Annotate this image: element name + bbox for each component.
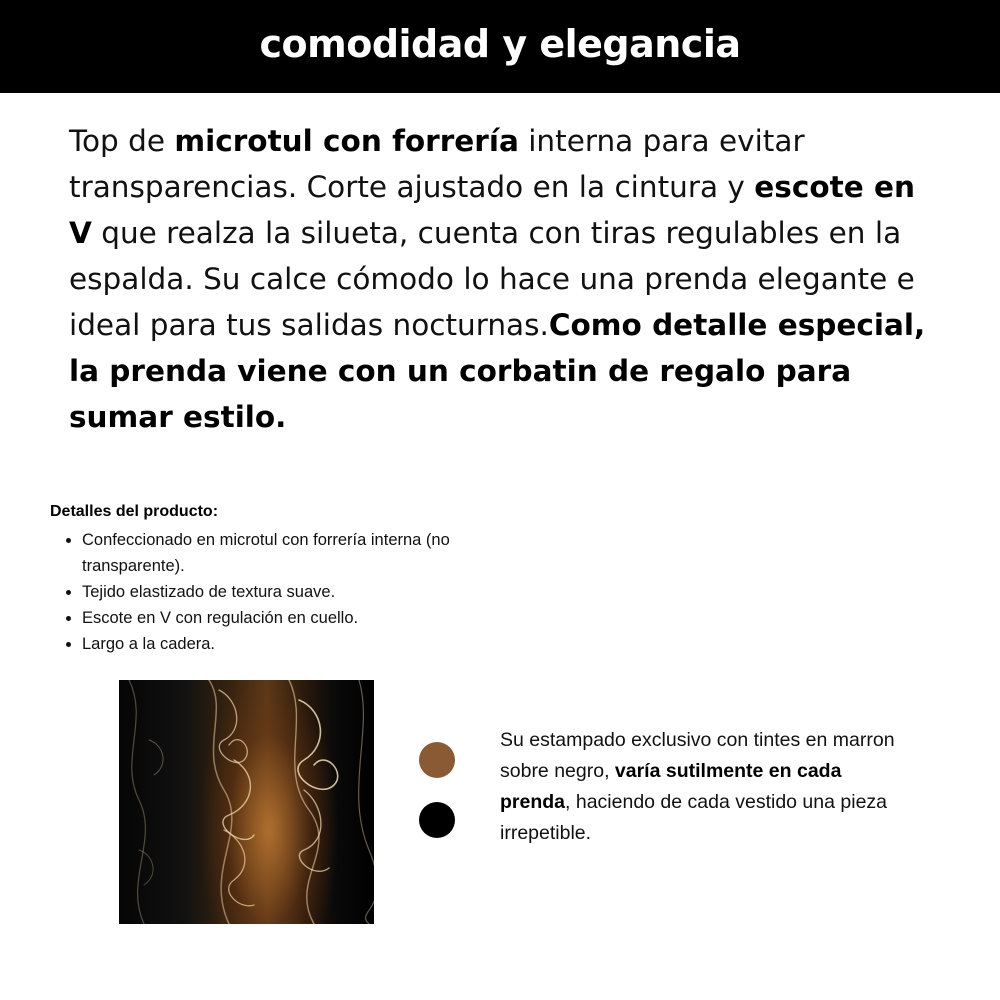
- details-list: [62, 527, 552, 657]
- black-color-swatch: [419, 802, 455, 838]
- intro-text-2: interna para evitar transparencias. Corte ajustado en la cintura y: [69, 124, 805, 204]
- intro-text-3: que realza la silueta, cuenta con tiras regulables en la espalda. Su calce cómodo lo hace una prenda elegante e ideal para tus salidas nocturnas.: [69, 216, 915, 342]
- details-item: Escote en V con regulación en cuello.: [62, 605, 552, 631]
- fabric-print-photo: [119, 680, 374, 924]
- product-intro-paragraph: [69, 118, 939, 440]
- details-item: Confeccionado en microtul con forrería interna (no transparente).: [62, 527, 552, 579]
- details-item: Largo a la cadera.: [62, 631, 552, 657]
- calligraphy-print-pattern: [119, 680, 374, 924]
- brown-color-swatch: [419, 742, 455, 778]
- details-heading: Detalles del producto:: [50, 503, 219, 520]
- print-description: [500, 725, 910, 849]
- header-bar: [0, 0, 1000, 93]
- print-highlight: varía sutilmente en cada prenda: [500, 760, 842, 813]
- intro-highlight-fabric: microtul con forrería: [174, 124, 519, 158]
- details-item: Tejido elastizado de textura suave.: [62, 579, 552, 605]
- intro-highlight-gift: Como detalle especial, la prenda viene con un corbatin de regalo para sumar estilo.: [69, 308, 926, 434]
- intro-text-1: Top de: [69, 124, 175, 158]
- intro-highlight-neckline: escote en V: [69, 170, 915, 250]
- page-title: comodidad y elegancia: [259, 21, 741, 66]
- print-text-1: Su estampado exclusivo con tintes en marron sobre negro,: [500, 729, 895, 782]
- print-text-2: , haciendo de cada vestido una pieza irrepetible.: [500, 791, 888, 844]
